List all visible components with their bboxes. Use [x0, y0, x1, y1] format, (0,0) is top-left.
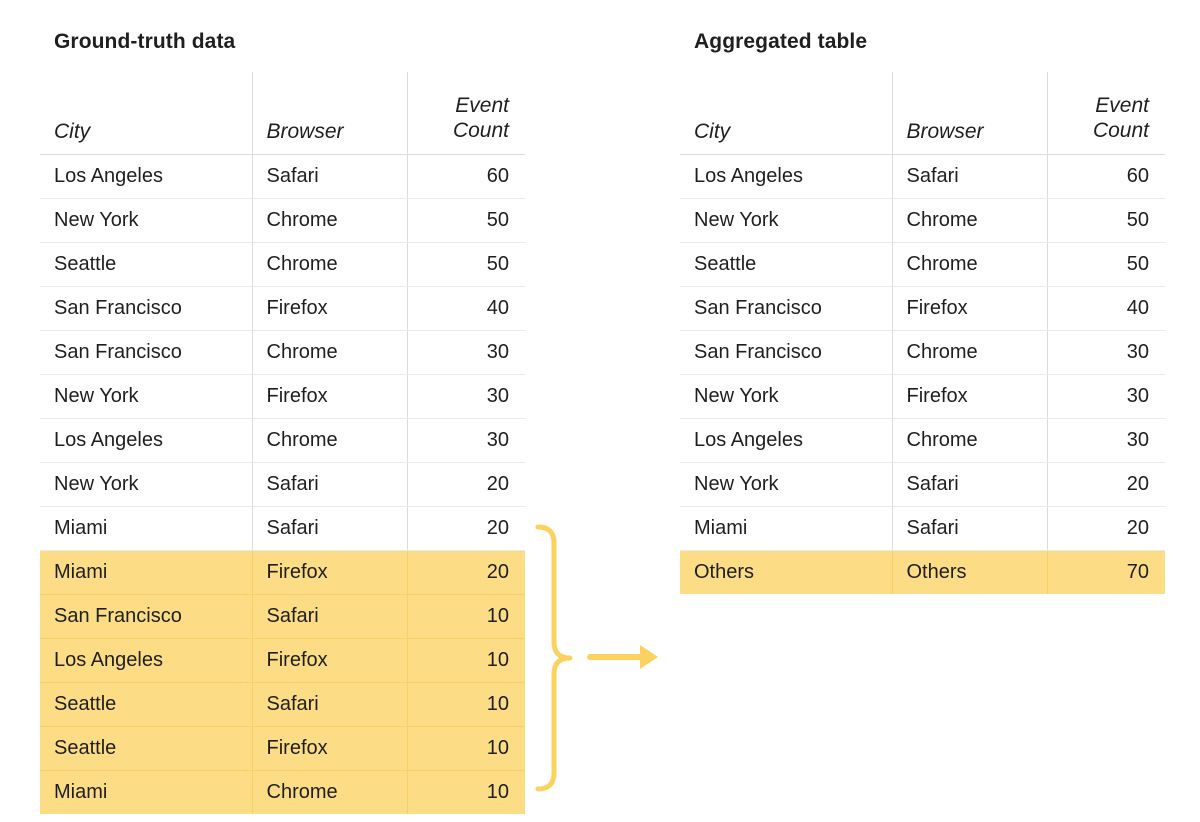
cell-browser: Chrome [892, 419, 1047, 463]
column-header-event-count-line1: Event [1095, 94, 1149, 118]
page-title-aggregated: Aggregated table [694, 30, 868, 53]
column-header-browser: Browser [892, 72, 1047, 155]
table-row [40, 199, 525, 243]
column-header-city: City [40, 72, 252, 155]
table-row [680, 287, 1165, 331]
cell-browser: Firefox [892, 287, 1047, 331]
cell-event-count: 10 [407, 595, 525, 639]
cell-city: Seattle [40, 243, 252, 287]
cell-city: Miami [40, 507, 252, 551]
cell-city: San Francisco [680, 287, 892, 331]
cell-browser: Chrome [252, 331, 407, 375]
table-body [680, 155, 1165, 595]
brace-arrow-icon [528, 520, 688, 800]
table-row [680, 551, 1165, 595]
cell-event-count: 60 [1047, 155, 1165, 199]
cell-browser: Firefox [252, 727, 407, 771]
page-title-ground-truth: Ground-truth data [54, 30, 236, 53]
cell-city: Los Angeles [680, 155, 892, 199]
cell-event-count: 40 [407, 287, 525, 331]
table-row [40, 463, 525, 507]
cell-city: Others [680, 551, 892, 595]
table-row [680, 463, 1165, 507]
cell-event-count: 10 [407, 683, 525, 727]
cell-city: New York [40, 463, 252, 507]
cell-event-count: 20 [1047, 507, 1165, 551]
table-row [40, 155, 525, 199]
table-body [40, 155, 525, 815]
cell-city: Seattle [680, 243, 892, 287]
cell-event-count: 10 [407, 639, 525, 683]
cell-event-count: 30 [1047, 375, 1165, 419]
cell-browser: Safari [252, 463, 407, 507]
table-row [40, 243, 525, 287]
cell-city: San Francisco [40, 287, 252, 331]
cell-browser: Safari [892, 155, 1047, 199]
cell-city: New York [40, 199, 252, 243]
ground-truth-table [40, 72, 525, 814]
cell-event-count: 50 [1047, 199, 1165, 243]
table-row [680, 331, 1165, 375]
cell-event-count: 20 [1047, 463, 1165, 507]
cell-browser: Others [892, 551, 1047, 595]
table-row [40, 639, 525, 683]
table-header-row [680, 72, 1165, 155]
cell-event-count: 30 [407, 331, 525, 375]
cell-event-count: 10 [407, 727, 525, 771]
cell-browser: Chrome [252, 771, 407, 815]
table-row [40, 595, 525, 639]
table-header [680, 72, 1165, 155]
cell-event-count: 60 [407, 155, 525, 199]
cell-browser: Firefox [252, 375, 407, 419]
cell-browser: Safari [892, 463, 1047, 507]
cell-city: Miami [40, 771, 252, 815]
cell-browser: Safari [252, 507, 407, 551]
cell-city: New York [680, 375, 892, 419]
cell-city: Miami [40, 551, 252, 595]
table-row [40, 419, 525, 463]
cell-city: New York [680, 463, 892, 507]
cell-browser: Chrome [252, 199, 407, 243]
table-row [40, 551, 525, 595]
cell-browser: Firefox [892, 375, 1047, 419]
cell-event-count: 30 [1047, 331, 1165, 375]
table-row [680, 507, 1165, 551]
cell-event-count: 50 [407, 243, 525, 287]
table-row [680, 199, 1165, 243]
cell-city: Los Angeles [680, 419, 892, 463]
table-header [40, 72, 525, 155]
table-row [40, 375, 525, 419]
column-header-event-count-line1: Event [455, 94, 509, 118]
cell-city: Los Angeles [40, 639, 252, 683]
column-header-event-count-line2: Count [1092, 119, 1149, 143]
cell-browser: Safari [252, 683, 407, 727]
column-header-event-count [407, 72, 525, 155]
cell-event-count: 30 [407, 375, 525, 419]
table-header-row [40, 72, 525, 155]
cell-city: Miami [680, 507, 892, 551]
cell-event-count: 30 [1047, 419, 1165, 463]
column-header-event-count-line2: Count [452, 119, 509, 143]
table-row [680, 375, 1165, 419]
cell-event-count: 50 [1047, 243, 1165, 287]
cell-browser: Chrome [892, 331, 1047, 375]
cell-event-count: 20 [407, 507, 525, 551]
table-row [680, 155, 1165, 199]
aggregated-table [680, 72, 1165, 594]
cell-city: San Francisco [40, 595, 252, 639]
cell-city: Seattle [40, 727, 252, 771]
cell-city: New York [680, 199, 892, 243]
cell-browser: Chrome [892, 243, 1047, 287]
cell-browser: Safari [892, 507, 1047, 551]
table-row [40, 331, 525, 375]
table-row [680, 243, 1165, 287]
cell-browser: Chrome [892, 199, 1047, 243]
table-row [40, 727, 525, 771]
cell-browser: Firefox [252, 551, 407, 595]
cell-event-count: 20 [407, 463, 525, 507]
table-row [40, 683, 525, 727]
cell-browser: Safari [252, 595, 407, 639]
cell-event-count: 10 [407, 771, 525, 815]
cell-city: Seattle [40, 683, 252, 727]
cell-browser: Firefox [252, 639, 407, 683]
cell-browser: Chrome [252, 419, 407, 463]
cell-event-count: 70 [1047, 551, 1165, 595]
cell-event-count: 30 [407, 419, 525, 463]
column-header-city: City [680, 72, 892, 155]
cell-event-count: 50 [407, 199, 525, 243]
cell-city: San Francisco [680, 331, 892, 375]
cell-browser: Chrome [252, 243, 407, 287]
cell-event-count: 40 [1047, 287, 1165, 331]
table-row [40, 287, 525, 331]
table-row [40, 771, 525, 815]
cell-city: New York [40, 375, 252, 419]
table-row [40, 507, 525, 551]
column-header-browser: Browser [252, 72, 407, 155]
cell-city: San Francisco [40, 331, 252, 375]
cell-event-count: 20 [407, 551, 525, 595]
table-row [680, 419, 1165, 463]
cell-browser: Safari [252, 155, 407, 199]
cell-browser: Firefox [252, 287, 407, 331]
column-header-event-count [1047, 72, 1165, 155]
cell-city: Los Angeles [40, 155, 252, 199]
cell-city: Los Angeles [40, 419, 252, 463]
